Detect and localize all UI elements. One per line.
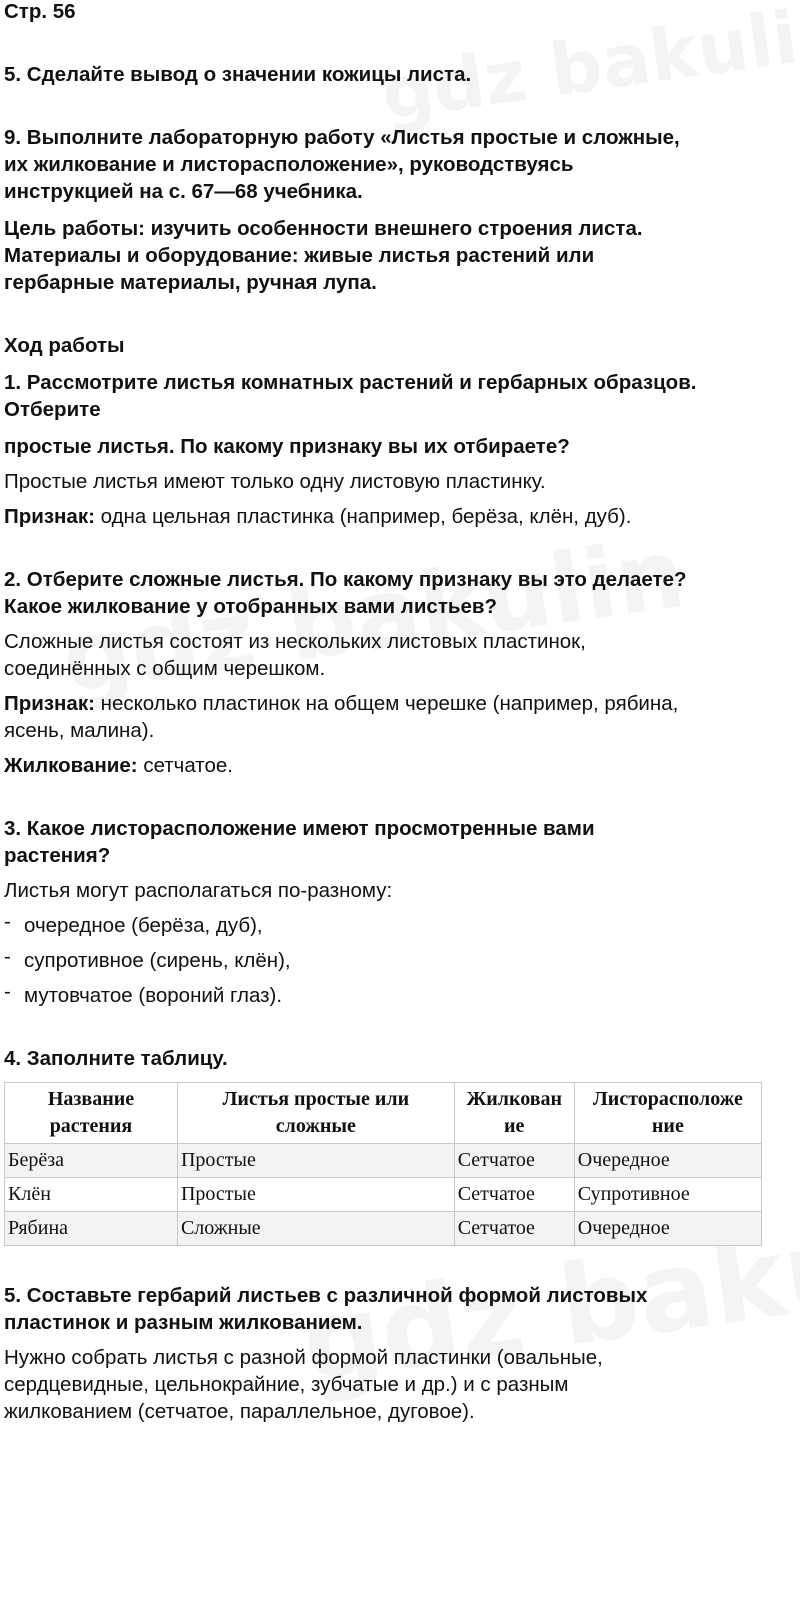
sign-text: одна цельная пластинка (например, берёза, клён, дуб). — [94, 505, 632, 528]
page-label: Стр. 56 — [4, 0, 76, 23]
list-item: - очередное (берёза, дуб), — [4, 910, 263, 937]
step-5-answer-line: Нужно собрать листья с разной формой пластинки (овальные, — [4, 1346, 603, 1369]
step-1-answer: Простые листья имеют только одну листовую пластинку. — [4, 470, 546, 493]
question-5-title: 5. Сделайте вывод о значении кожицы листа. — [4, 63, 472, 86]
step-2-title-line: Какое жилкование у отобранных вами листьев? — [4, 595, 498, 618]
sign-text: несколько пластинок на общем черешке (например, рябина, — [94, 692, 679, 715]
table-row — [5, 1212, 762, 1246]
progress-title: Ход работы — [4, 334, 125, 357]
step-2-sign-cont: ясень, малина). — [4, 719, 155, 742]
table-header-cell: Листья простые или сложные — [177, 1083, 454, 1144]
venation-text: сетчатое. — [137, 754, 233, 777]
step-2-title-line: 2. Отберите сложные листья. По какому признаку вы это делаете? — [4, 568, 687, 591]
list-item: - супротивное (сирень, клён), — [4, 945, 291, 972]
step-5-answer-line: жилкованием (сетчатое, параллельное, дуговое). — [4, 1400, 475, 1423]
table-header-cell: Листорасположе ние — [574, 1083, 761, 1144]
plants-table — [4, 1082, 762, 1246]
document-body — [4, 0, 796, 1425]
table-cell: Очередное — [574, 1144, 761, 1178]
table-cell: Берёза — [5, 1144, 178, 1178]
step-1-sign — [4, 503, 796, 530]
step-1-title-line: простые листья. По какому признаку вы их отбираете? — [4, 435, 570, 458]
step-3-answer: Листья могут располагаться по-разному: — [4, 879, 393, 902]
step-2-answer-line: Сложные листья состоят из нескольких листовых пластинок, — [4, 630, 586, 653]
step-4-title: 4. Заполните таблицу. — [4, 1047, 228, 1070]
bullet-dash: - — [4, 945, 11, 968]
question-9-title-line: их жилкование и листорасположение», руководствуясь — [4, 153, 574, 176]
step-5-title-line: 5. Составьте гербарий листьев с различной формой листовых — [4, 1284, 648, 1307]
bullet-dash: - — [4, 980, 11, 1003]
table-cell: Рябина — [5, 1212, 178, 1246]
step-5-answer-line: сердцевидные, цельнокрайние, зубчатые и др.) и с разным — [4, 1373, 569, 1396]
table-row — [5, 1144, 762, 1178]
table-cell: Сложные — [177, 1212, 454, 1246]
step-3-title-line: 3. Какое листорасположение имеют просмотренные вами — [4, 817, 595, 840]
step-3-title-line: растения? — [4, 844, 111, 867]
goal-line: Материалы и оборудование: живые листья растений или — [4, 244, 595, 267]
sign-label: Признак: — [4, 505, 95, 528]
table-row — [5, 1178, 762, 1212]
step-1-title-line: Отберите — [4, 398, 101, 421]
table-cell: Простые — [177, 1144, 454, 1178]
table-header-cell: Название растения — [5, 1083, 178, 1144]
table-cell: Сетчатое — [454, 1212, 574, 1246]
step-1-title-line: 1. Рассмотрите листья комнатных растений и гербарных образцов. — [4, 371, 697, 394]
table-header-cell: Жилкован ие — [454, 1083, 574, 1144]
table-cell: Сетчатое — [454, 1178, 574, 1212]
table-cell: Простые — [177, 1178, 454, 1212]
question-9-title-line: 9. Выполните лабораторную работу «Листья простые и сложные, — [4, 126, 680, 149]
step-5-title-line: пластинок и разным жилкованием. — [4, 1311, 363, 1334]
goal-line: Цель работы: изучить особенности внешнего строения листа. — [4, 217, 643, 240]
step-2-answer-line: соединённых с общим черешком. — [4, 657, 326, 680]
table-cell: Клён — [5, 1178, 178, 1212]
question-9-title-line: инструкцией на с. 67—68 учебника. — [4, 180, 363, 203]
table-cell: Супротивное — [574, 1178, 761, 1212]
goal-line: гербарные материалы, ручная лупа. — [4, 271, 377, 294]
table-cell: Сетчатое — [454, 1144, 574, 1178]
step-2-venation — [4, 752, 796, 779]
venation-label: Жилкование: — [4, 754, 138, 777]
bullet-dash: - — [4, 910, 11, 933]
step-2-sign — [4, 690, 796, 717]
table-header-row — [5, 1083, 762, 1144]
table-cell: Очередное — [574, 1212, 761, 1246]
sign-label: Признак: — [4, 692, 95, 715]
list-item: - мутовчатое (вороний глаз). — [4, 980, 283, 1007]
